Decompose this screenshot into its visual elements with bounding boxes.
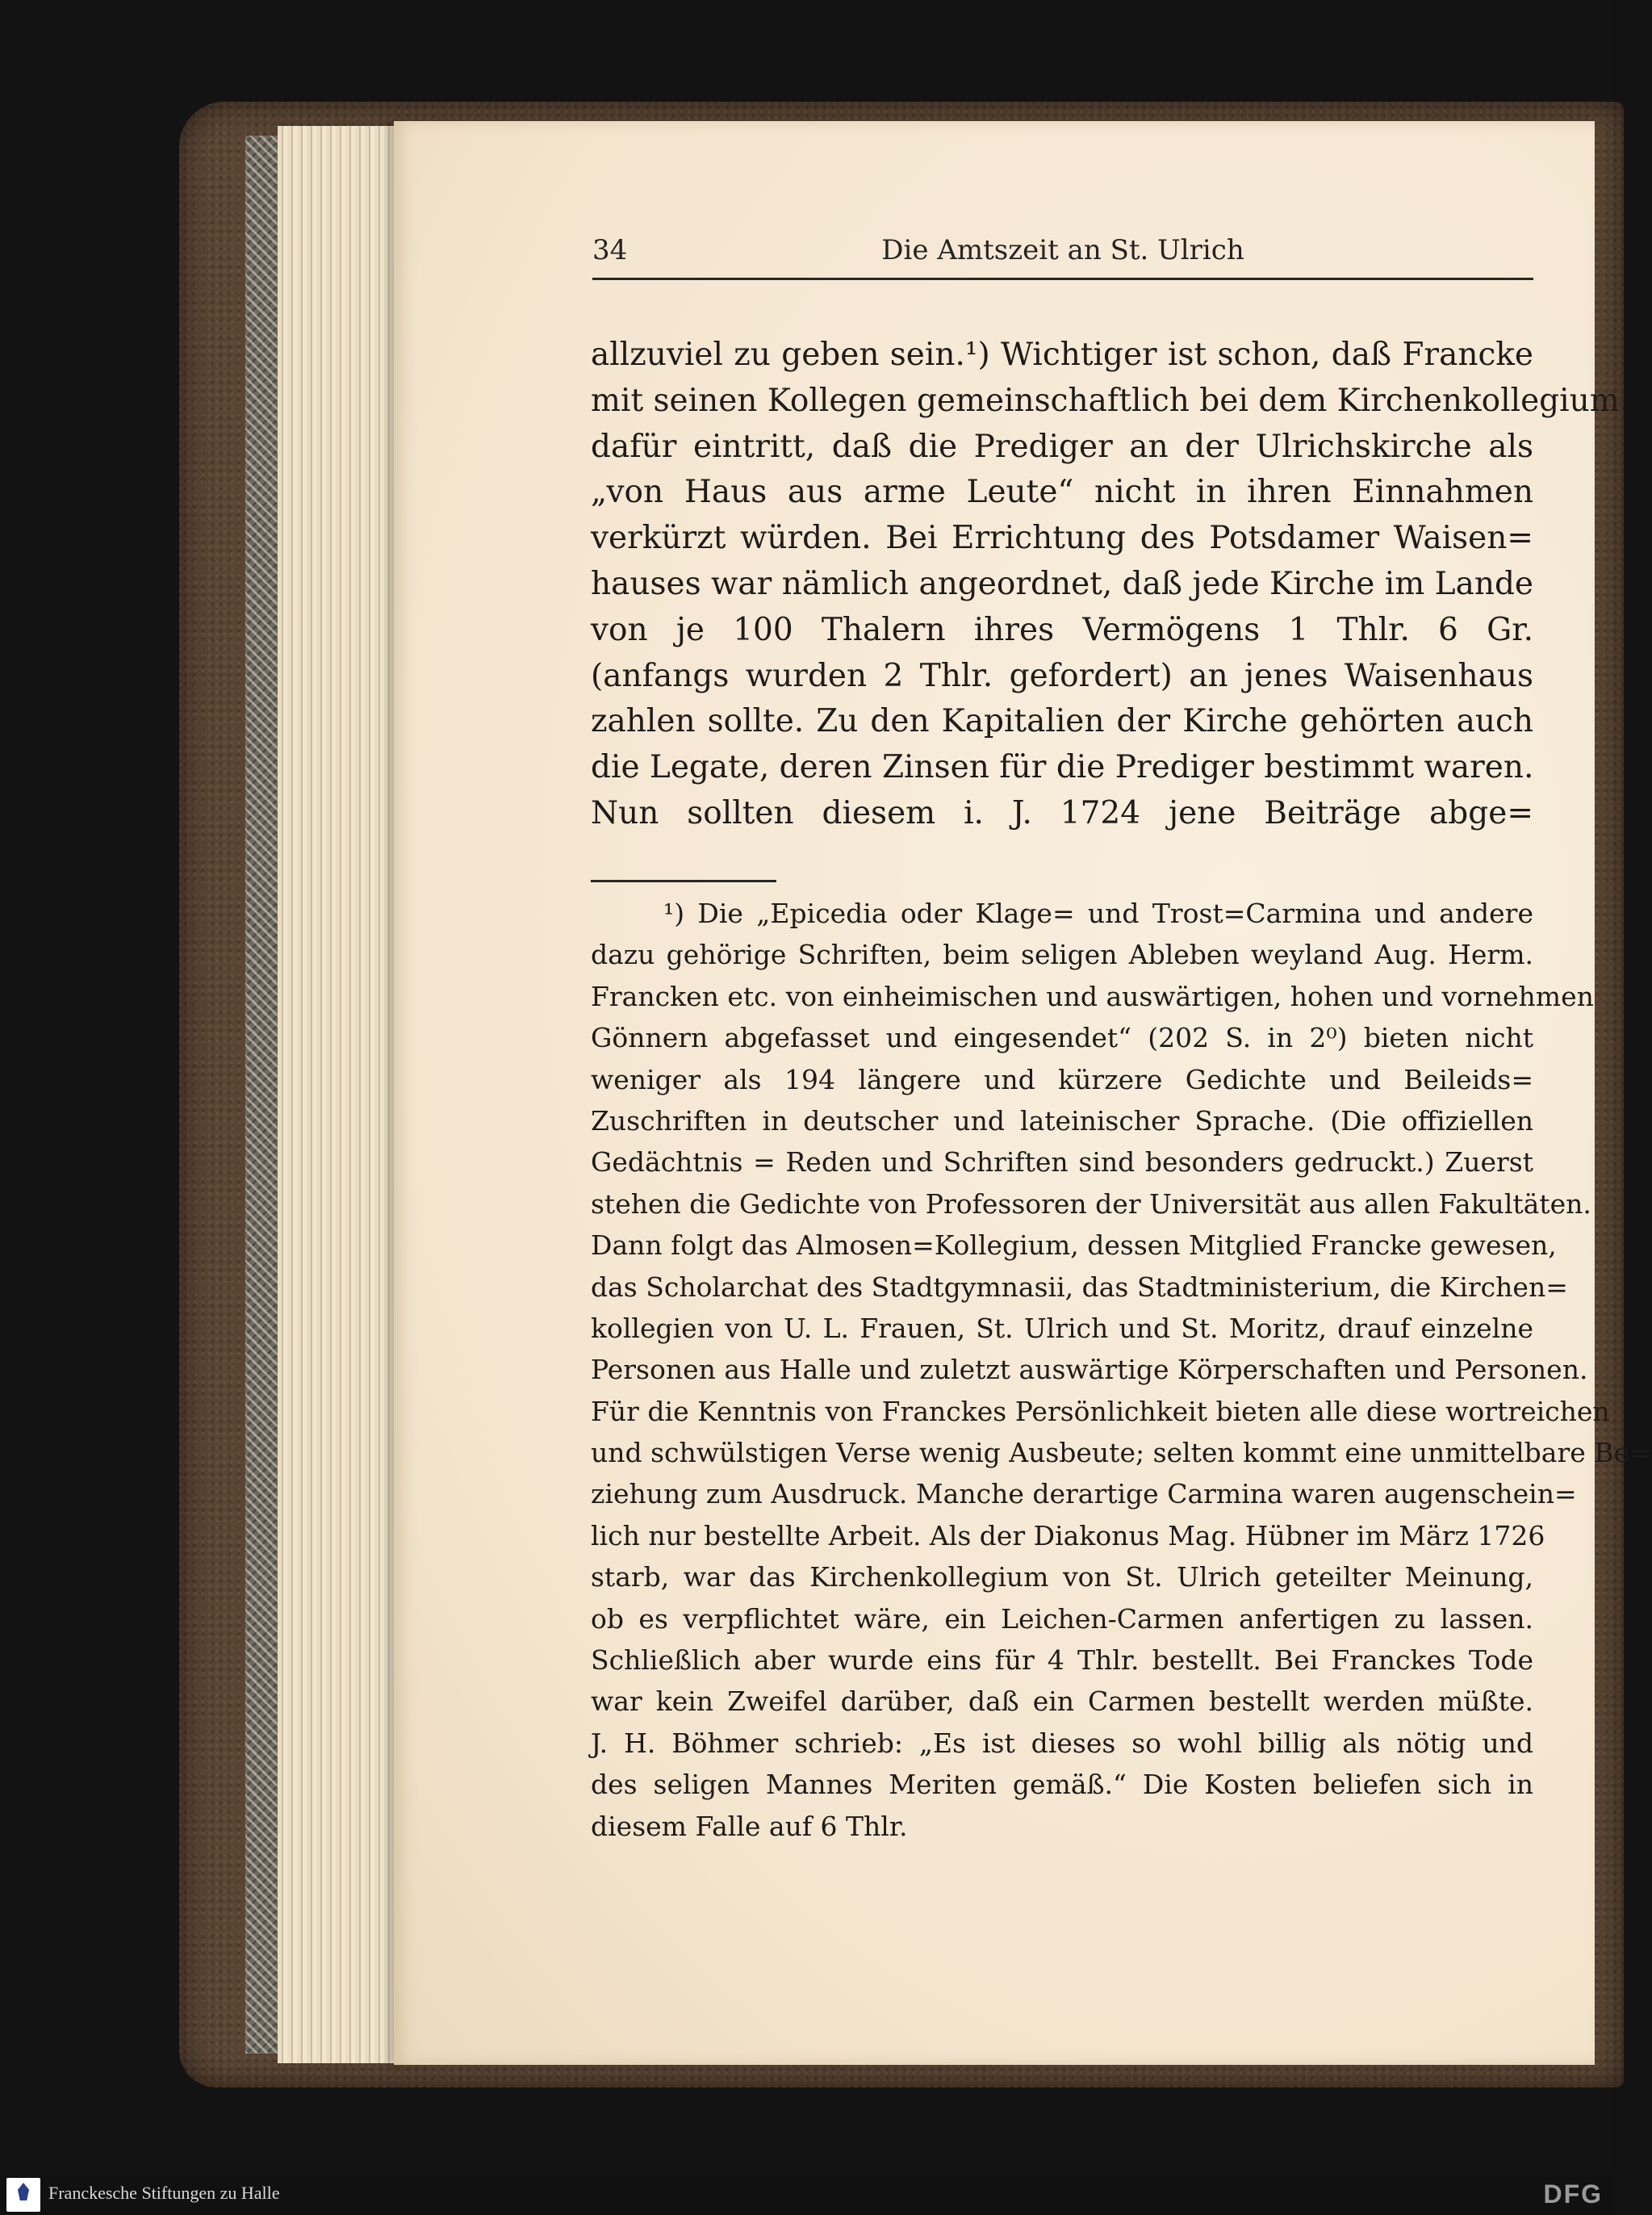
footnote-line: stehen die Gedichte von Professoren der Universität aus allen Fakultäten. <box>591 1187 1591 1220</box>
footnote-line: Francken etc. von einheimischen und auswärtigen, hohen und vornehmen <box>591 980 1594 1012</box>
text-line: „von Haus aus arme Leute“ nicht in ihren Einnahmen <box>591 474 1533 511</box>
footnote-block <box>591 893 1652 1847</box>
footnote-line: Personen aus Halle und zuletzt auswärtige Körperschaften und Personen. <box>591 1354 1588 1386</box>
footnote-line: dazu gehörige Schriften, beim seligen Ableben weyland Aug. Herm. <box>591 939 1533 971</box>
text-line: die Legate, deren Zinsen für die Prediger bestimmt waren. <box>591 749 1534 786</box>
footnote-line: war kein Zweifel darüber, daß ein Carmen bestellt werden müßte. <box>591 1685 1533 1718</box>
text-line: Nun sollten diesem i. J. 1724 jene Beiträge abge= <box>591 794 1533 831</box>
footnote-line: ziehung zum Ausdruck. Manche derartige Carmina waren augenschein= <box>591 1478 1577 1510</box>
text-line: verkürzt würden. Bei Errichtung des Potsdamer Waisen= <box>591 520 1533 557</box>
page-header <box>592 231 1533 279</box>
footnote-line: lich nur bestellte Arbeit. Als der Diakonus Mag. Hübner im März 1726 <box>591 1519 1545 1551</box>
footnote-line: das Scholarchat des Stadtgymnasii, das Stadtministerium, die Kirchen= <box>591 1271 1568 1303</box>
footnote-line: starb, war das Kirchenkollegium von St. Ulrich geteilter Meinung, <box>591 1561 1533 1593</box>
text-line: mit seinen Kollegen gemeinschaftlich bei dem Kirchenkollegium <box>591 382 1620 419</box>
footnote-line: und schwülstigen Verse wenig Ausbeute; selten kommt eine unmittelbare Be= <box>591 1437 1652 1469</box>
text-line: von je 100 Thalern ihres Vermögens 1 Thlr. 6 Gr. <box>591 611 1533 648</box>
main-text <box>591 333 1620 837</box>
text-line: allzuviel zu geben sein.¹) Wichtiger ist schon, daß Francke <box>591 337 1533 373</box>
footnote-line: Schließlich aber wurde eins für 4 Thlr. bestellt. Bei Franckes Tode <box>591 1644 1533 1677</box>
page-number: 34 <box>592 234 628 266</box>
footnote-line: weniger als 194 längere und kürzere Gedichte und Beileids= <box>591 1063 1533 1095</box>
dfg-logo[interactable]: DFG <box>1543 2179 1603 2209</box>
institution-logo-icon[interactable] <box>6 2178 40 2212</box>
footnote-line: J. H. Böhmer schrieb: „Es ist dieses so wohl billig als nötig und <box>591 1727 1533 1759</box>
footnote-line: Für die Kenntnis von Franckes Persönlichkeit bieten alle diese wortreichen <box>591 1395 1610 1427</box>
footnote-line: Gönnern abgefasset und eingesendet“ (202 S. in 2⁰) bieten nicht <box>591 1022 1533 1054</box>
institution-name[interactable]: Franckesche Stiftungen zu Halle <box>48 2183 280 2203</box>
footnote-line: ob es verpflichtet wäre, ein Leichen-Carmen anfertigen zu lassen. <box>591 1602 1533 1635</box>
text-line: hauses war nämlich angeordnet, daß jede Kirche im Lande <box>591 565 1533 602</box>
text-line: zahlen sollte. Zu den Kapitalien der Kirche gehörten auch <box>591 703 1533 740</box>
page-edges <box>278 126 399 2063</box>
footnote-line: des seligen Mannes Meriten gemäß.“ Die Kosten beliefen sich in <box>591 1769 1533 1801</box>
footnote-rule <box>591 880 776 882</box>
footnote-line: kollegien von U. L. Frauen, St. Ulrich und St. Moritz, drauf einzelne <box>591 1312 1533 1344</box>
text-line: (anfangs wurden 2 Thlr. gefordert) an jenes Waisenhaus <box>591 657 1533 694</box>
text-line: dafür eintritt, daß die Prediger an der Ulrichskirche als <box>591 428 1533 465</box>
header-rule <box>592 278 1533 280</box>
footnote-line: Gedächtnis = Reden und Schriften sind besonders gedruckt.) Zuerst <box>591 1146 1533 1179</box>
footnote-line: Zuschriften in deutscher und lateinischer Sprache. (Die offiziellen <box>591 1104 1533 1137</box>
footnote-line: ¹) Die „Epicedia oder Klage= und Trost=Carmina und andere <box>663 898 1533 929</box>
footnote-line: Dann folgt das Almosen=Kollegium, dessen Mitglied Francke gewesen, <box>591 1229 1557 1262</box>
footnote-line: diesem Falle auf 6 Thlr. <box>591 1810 908 1842</box>
running-title: Die Amtszeit an St. Ulrich <box>881 234 1244 266</box>
